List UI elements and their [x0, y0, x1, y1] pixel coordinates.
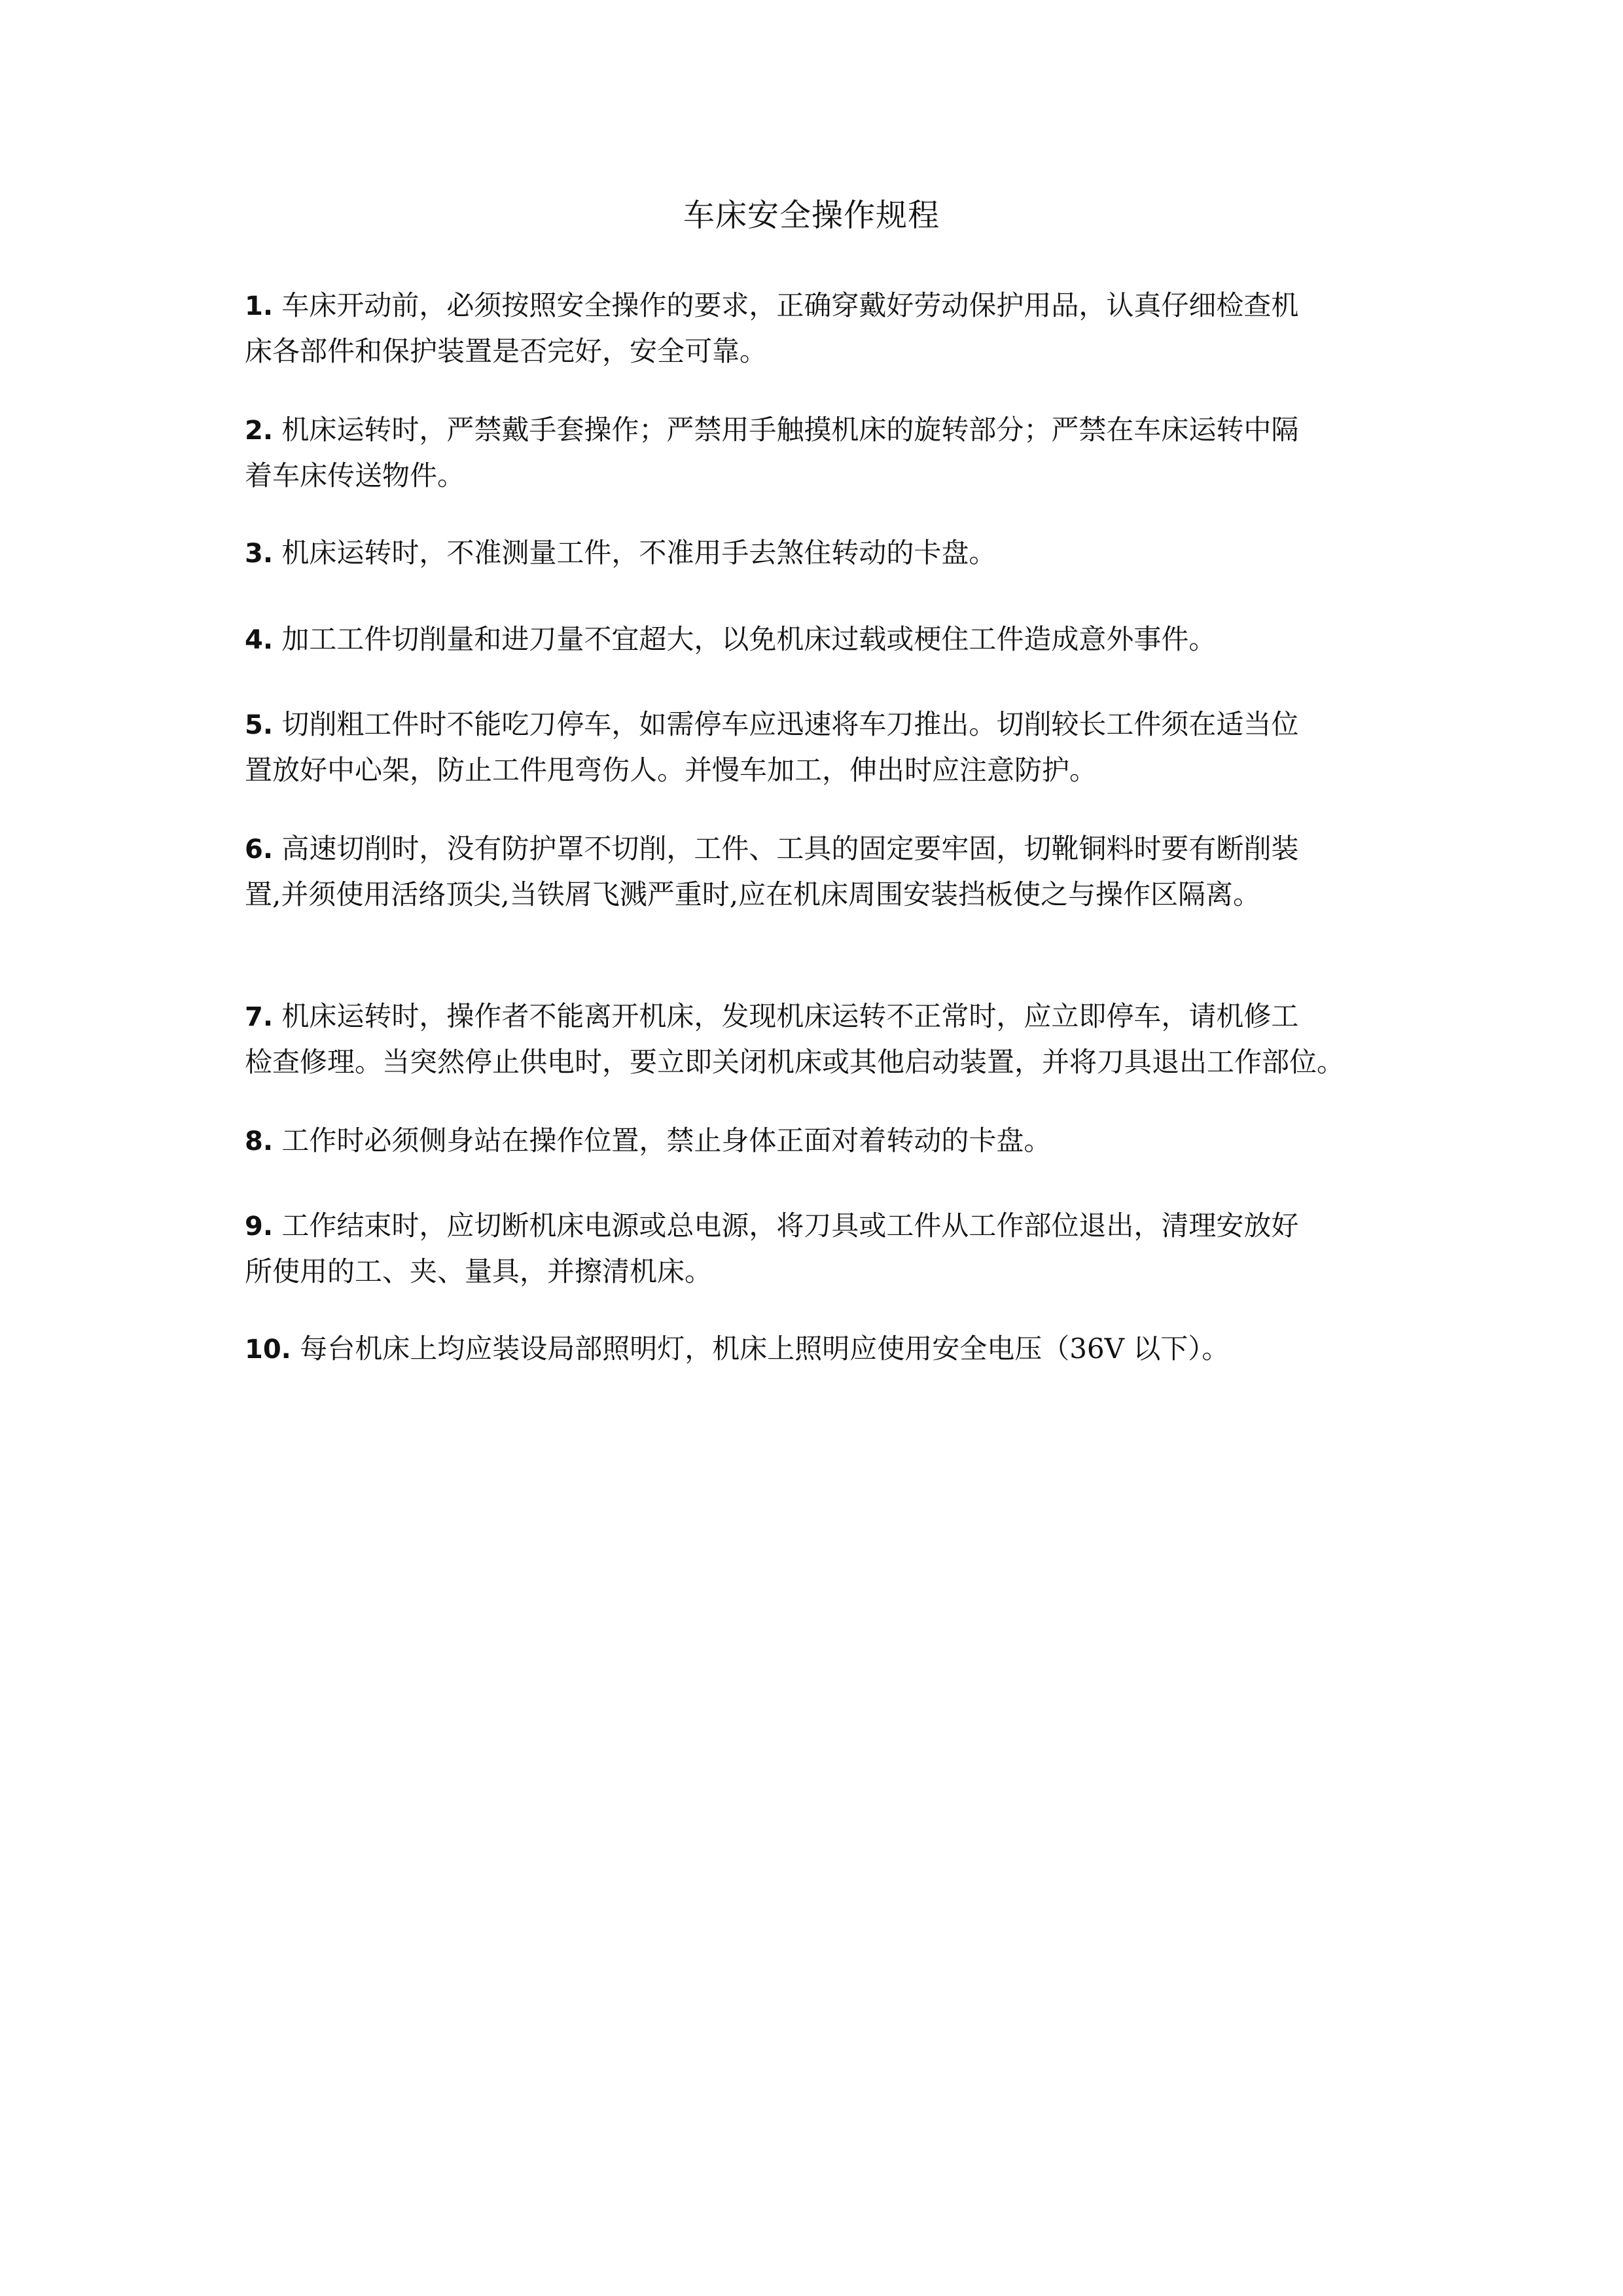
rule-item-2: [245, 407, 1436, 499]
rule-line: [245, 617, 1436, 662]
rule-number: 1.: [245, 291, 274, 321]
rule-item-8: [245, 1118, 1436, 1164]
rule-text: 切削粗工件时不能吃刀停车，如需停车应迅速将车刀推出。切削较长工件须在适当位: [273, 708, 1299, 740]
rule-number: 7.: [245, 1002, 274, 1032]
rule-line: [245, 407, 1436, 453]
rule-item-10: [245, 1326, 1436, 1372]
rule-line: 检查修理。当突然停止供电时，要立即关闭机床或其他启动装置，并将刀具退出工作部位。: [245, 1046, 1345, 1078]
rule-item-9: [245, 1203, 1436, 1295]
rule-line: 所使用的工、夹、量具，并擦清机床。: [245, 1255, 713, 1287]
rule-number: 10.: [245, 1335, 291, 1365]
rule-line: 置放好中心架，防止工件甩弯伤人。并慢车加工，伸出时应注意防护。: [245, 754, 1097, 786]
rule-text: 工作结束时，应切断机床电源或总电源，将刀具或工件从工作部位退出，清理安放好: [273, 1210, 1299, 1242]
rule-item-1: [245, 283, 1436, 374]
rule-line: 床各部件和保护装置是否完好，安全可靠。: [245, 335, 768, 367]
rule-line: [245, 530, 1436, 576]
rule-line: 置,并须使用活络顶尖,当铁屑飞溅严重时,应在机床周围安装挡板使之与操作区隔离。: [245, 878, 1261, 910]
rule-number: 3.: [245, 539, 274, 569]
rule-line: [245, 702, 1436, 747]
rule-item-7: [245, 994, 1442, 1085]
rule-line: 着车床传送物件。: [245, 459, 465, 492]
rule-line: [245, 1326, 1436, 1372]
rule-line: [245, 283, 1436, 329]
rule-line: [245, 994, 1442, 1039]
document-title: 车床安全操作规程: [683, 197, 940, 234]
rule-number: 2.: [245, 416, 274, 446]
rule-text: 加工工件切削量和进刀量不宜超大，以免机床过载或梗住工件造成意外事件。: [273, 623, 1217, 655]
rule-item-5: [245, 702, 1436, 793]
rule-item-3: [245, 530, 1436, 576]
rule-number: 6.: [245, 834, 274, 865]
rule-text: 高速切削时，没有防护罩不切削，工件、工具的固定要牢固，切靴铜料时要有断削装: [273, 833, 1299, 865]
rule-number: 5.: [245, 710, 274, 740]
rule-text: 每台机床上均应装设局部照明灯，机床上照明应使用安全电压（36V 以下）。: [291, 1333, 1230, 1365]
rule-text: 车床开动前，必须按照安全操作的要求，正确穿戴好劳动保护用品，认真仔细检查机: [273, 289, 1299, 321]
rule-number: 4.: [245, 625, 274, 655]
rule-text: 工作时必须侧身站在操作位置，禁止身体正面对着转动的卡盘。: [273, 1124, 1052, 1157]
rule-number: 9.: [245, 1211, 274, 1242]
rule-text: 机床运转时，不准测量工件，不准用手去煞住转动的卡盘。: [273, 537, 997, 569]
rule-number: 8.: [245, 1126, 274, 1157]
rule-line: [245, 826, 1436, 872]
rule-item-4: [245, 617, 1436, 662]
rule-item-6: [245, 826, 1436, 918]
rule-line: [245, 1118, 1436, 1164]
rule-text: 机床运转时，严禁戴手套操作；严禁用手触摸机床的旋转部分；严禁在车床运转中隔: [273, 414, 1299, 446]
rule-line: [245, 1203, 1436, 1249]
rule-text: 机床运转时，操作者不能离开机床，发现机床运转不正常时，应立即停车，请机修工: [273, 1000, 1299, 1032]
